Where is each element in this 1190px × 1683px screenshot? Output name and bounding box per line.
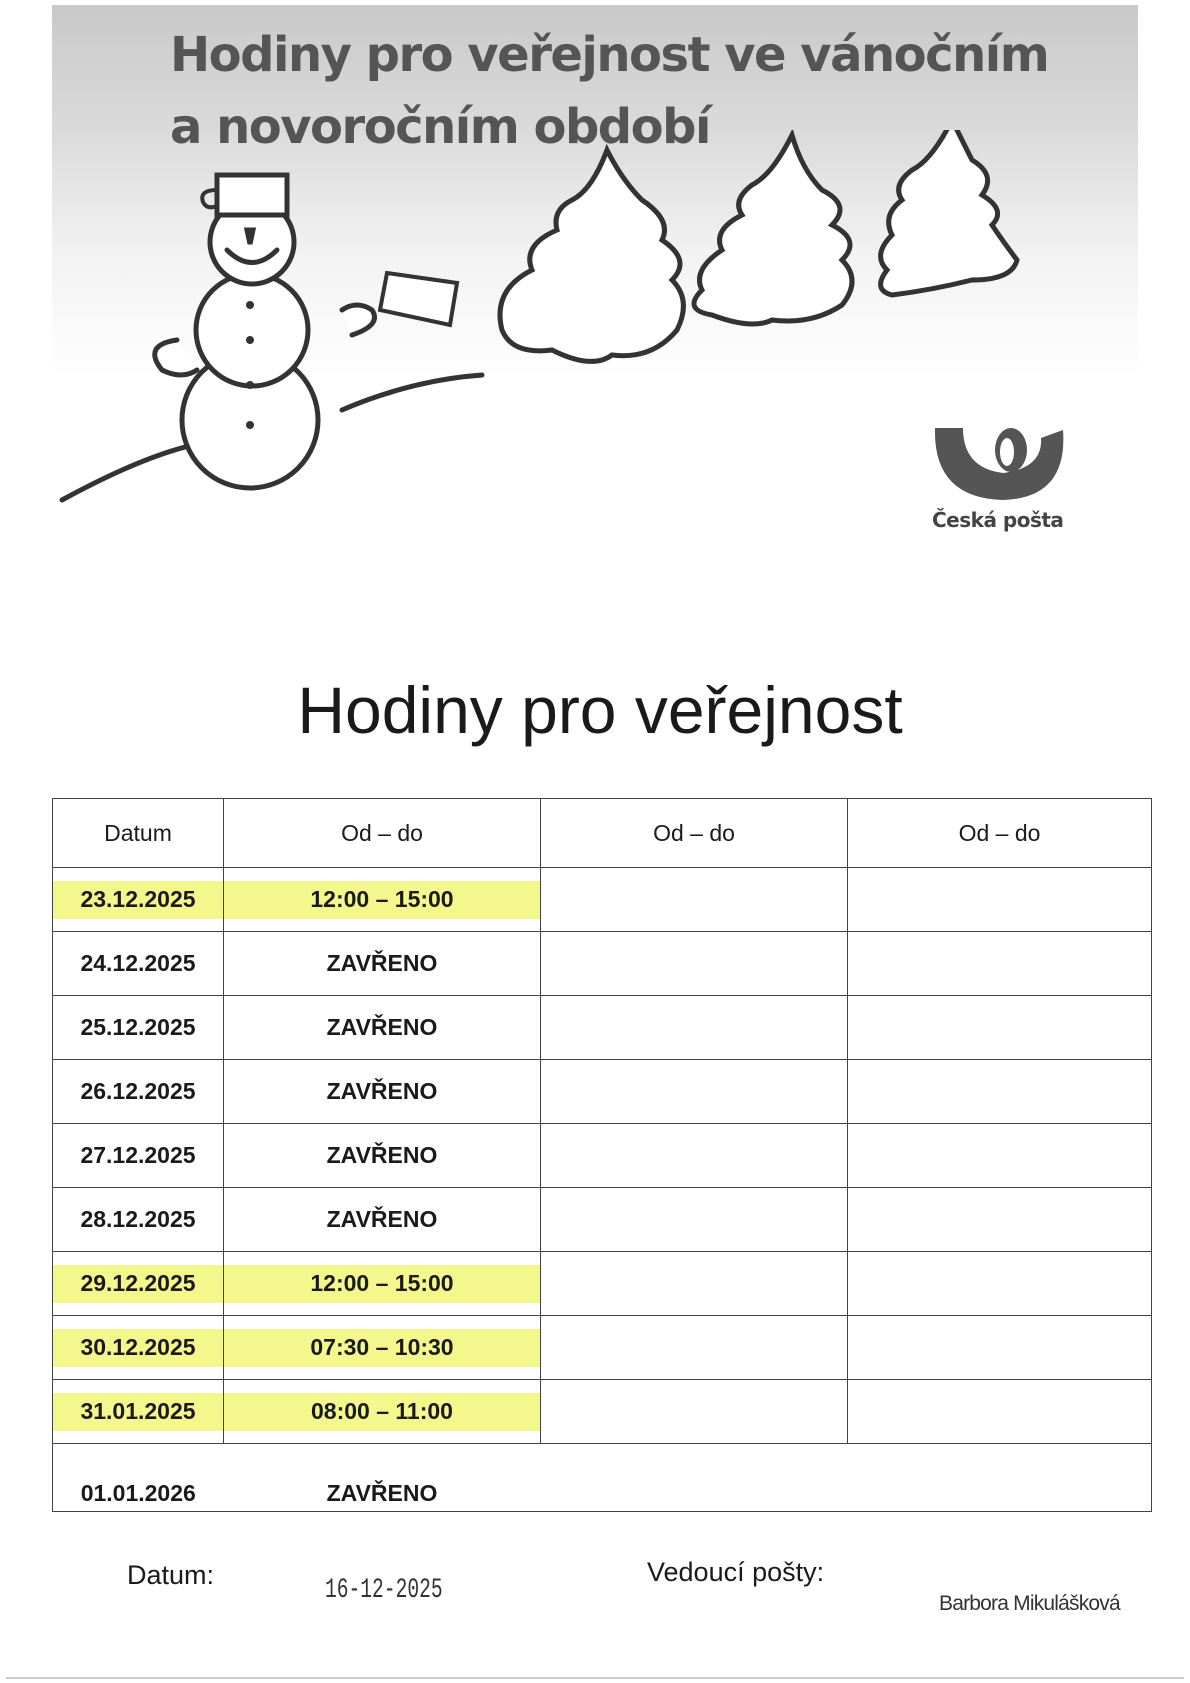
empty-cell [541, 1380, 848, 1444]
hours-cell: 07:30 – 10:30 [224, 1316, 541, 1380]
table-row [53, 868, 1152, 932]
snowman-and-trees-illustration [52, 130, 1052, 510]
empty-cell [848, 1444, 1152, 1512]
hours-cell: 12:00 – 15:00 [224, 1252, 541, 1316]
empty-cell [541, 932, 848, 996]
table-row [53, 1444, 1152, 1512]
empty-cell [541, 1316, 848, 1380]
ceska-posta-logo-text: Česká pošta [932, 508, 1064, 532]
empty-cell [848, 1124, 1152, 1188]
hours-cell: ZAVŘENO [224, 1188, 541, 1252]
date-cell: 26.12.2025 [53, 1060, 224, 1124]
date-cell: 24.12.2025 [53, 932, 224, 996]
table-row [53, 996, 1152, 1060]
column-header-from-to-1: Od – do [224, 799, 541, 868]
date-cell: 31.01.2025 [53, 1380, 224, 1444]
empty-cell [848, 1316, 1152, 1380]
empty-cell [848, 932, 1152, 996]
empty-cell [541, 996, 848, 1060]
column-header-date: Datum [53, 799, 224, 868]
empty-cell [541, 1188, 848, 1252]
ceska-posta-logo-icon [933, 428, 1067, 503]
table-row [53, 1188, 1152, 1252]
table-row [53, 1380, 1152, 1444]
hours-cell: ZAVŘENO [224, 932, 541, 996]
date-cell: 28.12.2025 [53, 1188, 224, 1252]
date-cell: 25.12.2025 [53, 996, 224, 1060]
page-title: Hodiny pro veřejnost [297, 673, 903, 747]
empty-cell [848, 1252, 1152, 1316]
empty-cell [848, 1060, 1152, 1124]
date-cell: 27.12.2025 [53, 1124, 224, 1188]
hours-cell: 12:00 – 15:00 [224, 868, 541, 932]
hours-cell: ZAVŘENO [224, 1124, 541, 1188]
table-row [53, 1060, 1152, 1124]
date-cell: 01.01.2026 [53, 1444, 224, 1512]
table-row [53, 1316, 1152, 1380]
empty-cell [541, 1444, 848, 1512]
hours-cell: 08:00 – 11:00 [224, 1380, 541, 1444]
empty-cell [848, 996, 1152, 1060]
empty-cell [541, 1124, 848, 1188]
trees-icon [500, 130, 1017, 361]
manager-label: Vedoucí pošty: [647, 1557, 825, 1587]
empty-cell [848, 1188, 1152, 1252]
empty-cell [541, 1060, 848, 1124]
hours-cell: ZAVŘENO [224, 1444, 541, 1512]
column-header-from-to-2: Od – do [541, 799, 848, 868]
date-stamp: 16-12-2025 [325, 1575, 443, 1606]
table-row [53, 1252, 1152, 1316]
empty-cell [541, 1252, 848, 1316]
snowman-icon [155, 175, 457, 488]
page-bottom-edge [6, 1677, 1184, 1679]
banner-title-line1: Hodiny pro veřejnost ve vánočním [170, 27, 1049, 83]
empty-cell [848, 868, 1152, 932]
table-row [53, 1124, 1152, 1188]
empty-cell [541, 868, 848, 932]
date-cell: 23.12.2025 [53, 868, 224, 932]
table-row [53, 932, 1152, 996]
date-cell: 30.12.2025 [53, 1316, 224, 1380]
hours-cell: ZAVŘENO [224, 1060, 541, 1124]
empty-cell [848, 1380, 1152, 1444]
opening-hours-table [52, 798, 1152, 1512]
manager-name: Barbora Mikulášková [939, 1592, 1120, 1615]
column-header-from-to-3: Od – do [848, 799, 1152, 868]
banner-title-line2: a novoročním období [170, 99, 710, 155]
hours-cell: ZAVŘENO [224, 996, 541, 1060]
footer-date-label: Datum: [127, 1560, 215, 1590]
date-cell: 29.12.2025 [53, 1252, 224, 1316]
